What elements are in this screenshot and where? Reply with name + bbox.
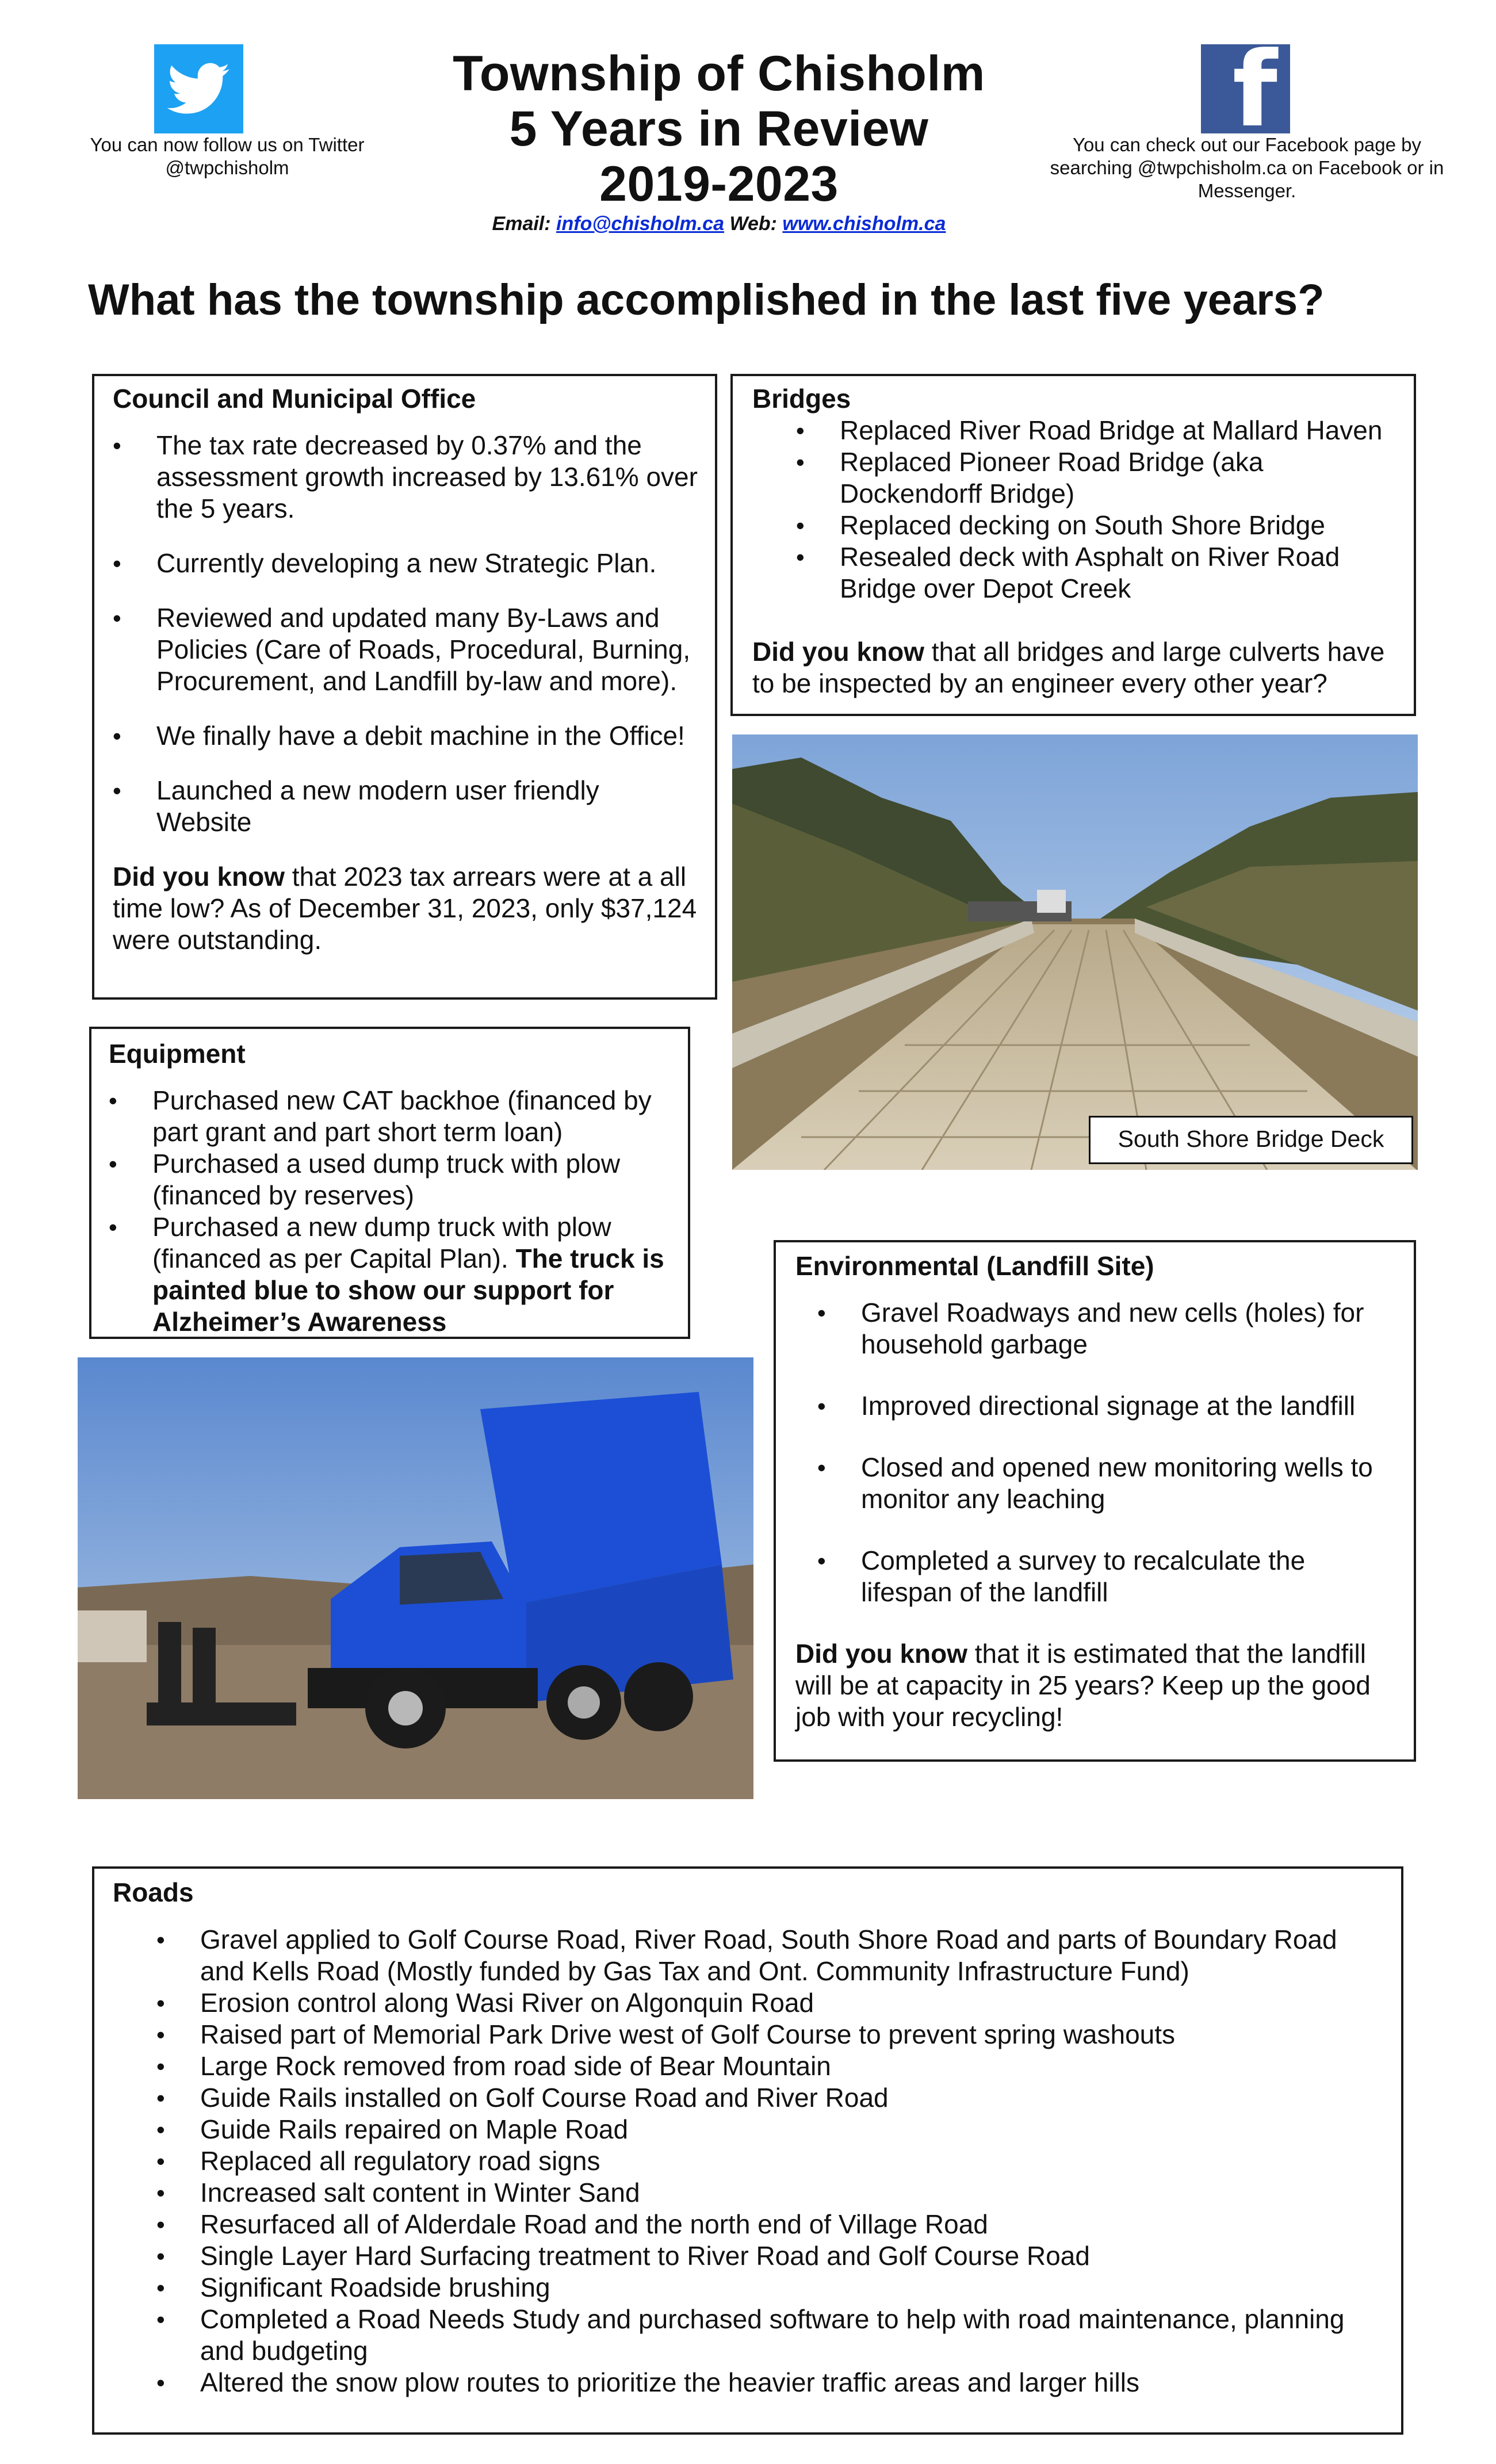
- web-link[interactable]: www.chisholm.ca: [782, 213, 946, 235]
- facebook-f-icon: f: [1232, 44, 1277, 133]
- email-label: Email:: [492, 213, 551, 235]
- title-line-2: 5 Years in Review: [509, 101, 929, 156]
- twitter-bird-icon: [167, 63, 231, 116]
- environment-did-you-know: [795, 1638, 1398, 1733]
- list-item: • Reviewed and updated many By-Laws and Policies (Care of Roads, Procedural, Burning, Procurement, and Landfill by-law and more).: [156, 602, 699, 697]
- contact-line: [403, 213, 1035, 235]
- dump-truck-image: [78, 1357, 753, 1799]
- council-did-you-know: [113, 861, 699, 956]
- list-item: • Resealed deck with Asphalt on River Road Bridge over Depot Creek: [840, 541, 1398, 604]
- bridge-photo-caption: South Shore Bridge Deck: [1089, 1116, 1413, 1164]
- list-item: • Launched a new modern user friendly Website: [156, 775, 699, 838]
- list-item: • The tax rate decreased by 0.37% and the assessment growth increased by 13.61% over the 5 years.: [156, 430, 699, 525]
- list-item: • Purchased a used dump truck with plow (financed by reserves): [152, 1148, 672, 1211]
- list-item: • Guide Rails installed on Golf Course Road and River Road: [200, 2082, 1385, 2114]
- list-item: • Guide Rails repaired on Maple Road: [200, 2114, 1385, 2145]
- bridge-photo: [732, 734, 1418, 1170]
- roads-box: [92, 1866, 1403, 2435]
- facebook-icon[interactable]: [1201, 44, 1290, 133]
- list-item: • Gravel Roadways and new cells (holes) for household garbage: [861, 1297, 1398, 1360]
- list-item: • Raised part of Memorial Park Drive west of Golf Course to prevent spring washouts: [200, 2019, 1385, 2050]
- list-item: • Completed a Road Needs Study and purchased software to help with road maintenance, planning and budgeting: [200, 2304, 1385, 2367]
- bridges-title: Bridges: [752, 384, 851, 414]
- title-line-3: 2019-2023: [599, 156, 839, 212]
- list-item: • Resurfaced all of Alderdale Road and the north end of Village Road: [200, 2209, 1385, 2240]
- dyk-text: that all bridges and large culverts have to be inspected by an engineer every other year?: [752, 637, 1385, 698]
- list-item: • Gravel applied to Golf Course Road, River Road, South Shore Road and parts of Boundary Road and Kells Road (Mostly funded by Gas Tax and Ont. Community Infrastructure Fund): [200, 1924, 1385, 1987]
- environment-title: Environmental (Landfill Site): [795, 1251, 1154, 1281]
- council-title: Council and Municipal Office: [113, 384, 476, 414]
- council-list: [113, 430, 699, 838]
- equipment-box: [89, 1027, 690, 1339]
- council-box: [92, 374, 717, 1000]
- bridge-deck-image: [732, 734, 1418, 1170]
- list-item: • Completed a survey to recalculate the lifespan of the landfill: [861, 1545, 1398, 1608]
- list-item: • Erosion control along Wasi River on Algonquin Road: [200, 1987, 1385, 2019]
- item-bold-text: The truck is painted blue to show our support for Alzheimer’s Awareness: [152, 1244, 664, 1337]
- dyk-label: Did you know: [752, 637, 924, 667]
- truck-photo: [78, 1357, 753, 1799]
- facebook-note: You can check out our Facebook page by searching @twpchisholm.ca on Facebook or in Messenger.: [1050, 134, 1444, 201]
- twitter-note: You can now follow us on Twitter @twpchisholm: [90, 134, 365, 178]
- title-line-1: Township of Chisholm: [453, 46, 985, 101]
- list-item: • Replaced Pioneer Road Bridge (aka Dockendorff Bridge): [840, 446, 1398, 510]
- list-item: • Altered the snow plow routes to prioritize the heavier traffic areas and larger hills: [200, 2367, 1385, 2398]
- list-item: • Large Rock removed from road side of Bear Mountain: [200, 2050, 1385, 2082]
- list-item: [152, 1211, 672, 1338]
- roads-list: [113, 1924, 1385, 2398]
- list-item: • Increased salt content in Winter Sand: [200, 2177, 1385, 2209]
- list-item: • Replaced River Road Bridge at Mallard Haven: [840, 415, 1398, 446]
- list-item: • We finally have a debit machine in the Office!: [156, 720, 699, 752]
- roads-title: Roads: [113, 1877, 194, 1907]
- dyk-label: Did you know: [795, 1639, 967, 1669]
- list-item: • Single Layer Hard Surfacing treatment to River Road and Golf Course Road: [200, 2240, 1385, 2272]
- list-item: • Significant Roadside brushing: [200, 2272, 1385, 2304]
- page-title: [403, 46, 1035, 212]
- item-text: Purchased a new dump truck with plow (financed as per Capital Plan).: [152, 1212, 611, 1273]
- dyk-text: that 2023 tax arrears were at a all time low? As of December 31, 2023, only $37,124 were outstanding.: [113, 862, 697, 955]
- dyk-label: Did you know: [113, 862, 285, 892]
- list-item: • Replaced all regulatory road signs: [200, 2145, 1385, 2177]
- dyk-text: that it is estimated that the landfill will be at capacity in 25 years? Keep up the good job with your recycling!: [795, 1639, 1371, 1732]
- twitter-icon[interactable]: [154, 44, 243, 133]
- list-item: • Replaced decking on South Shore Bridge: [840, 510, 1398, 541]
- list-item: • Purchased new CAT backhoe (financed by part grant and part short term loan): [152, 1085, 672, 1148]
- equipment-title: Equipment: [109, 1039, 246, 1069]
- bridges-box: [730, 374, 1416, 716]
- headline: What has the township accomplished in the last five years?: [88, 276, 1325, 324]
- bridges-list: [752, 415, 1398, 604]
- environment-list: [795, 1297, 1398, 1608]
- bridges-did-you-know: [752, 636, 1398, 699]
- email-link[interactable]: info@chisholm.ca: [556, 213, 725, 235]
- environment-box: [774, 1240, 1416, 1762]
- web-label: Web:: [729, 213, 777, 235]
- list-item: • Improved directional signage at the landfill: [861, 1390, 1398, 1422]
- list-item: • Currently developing a new Strategic Plan.: [156, 548, 699, 579]
- list-item: • Closed and opened new monitoring wells to monitor any leaching: [861, 1452, 1398, 1515]
- equipment-list: [109, 1085, 672, 1338]
